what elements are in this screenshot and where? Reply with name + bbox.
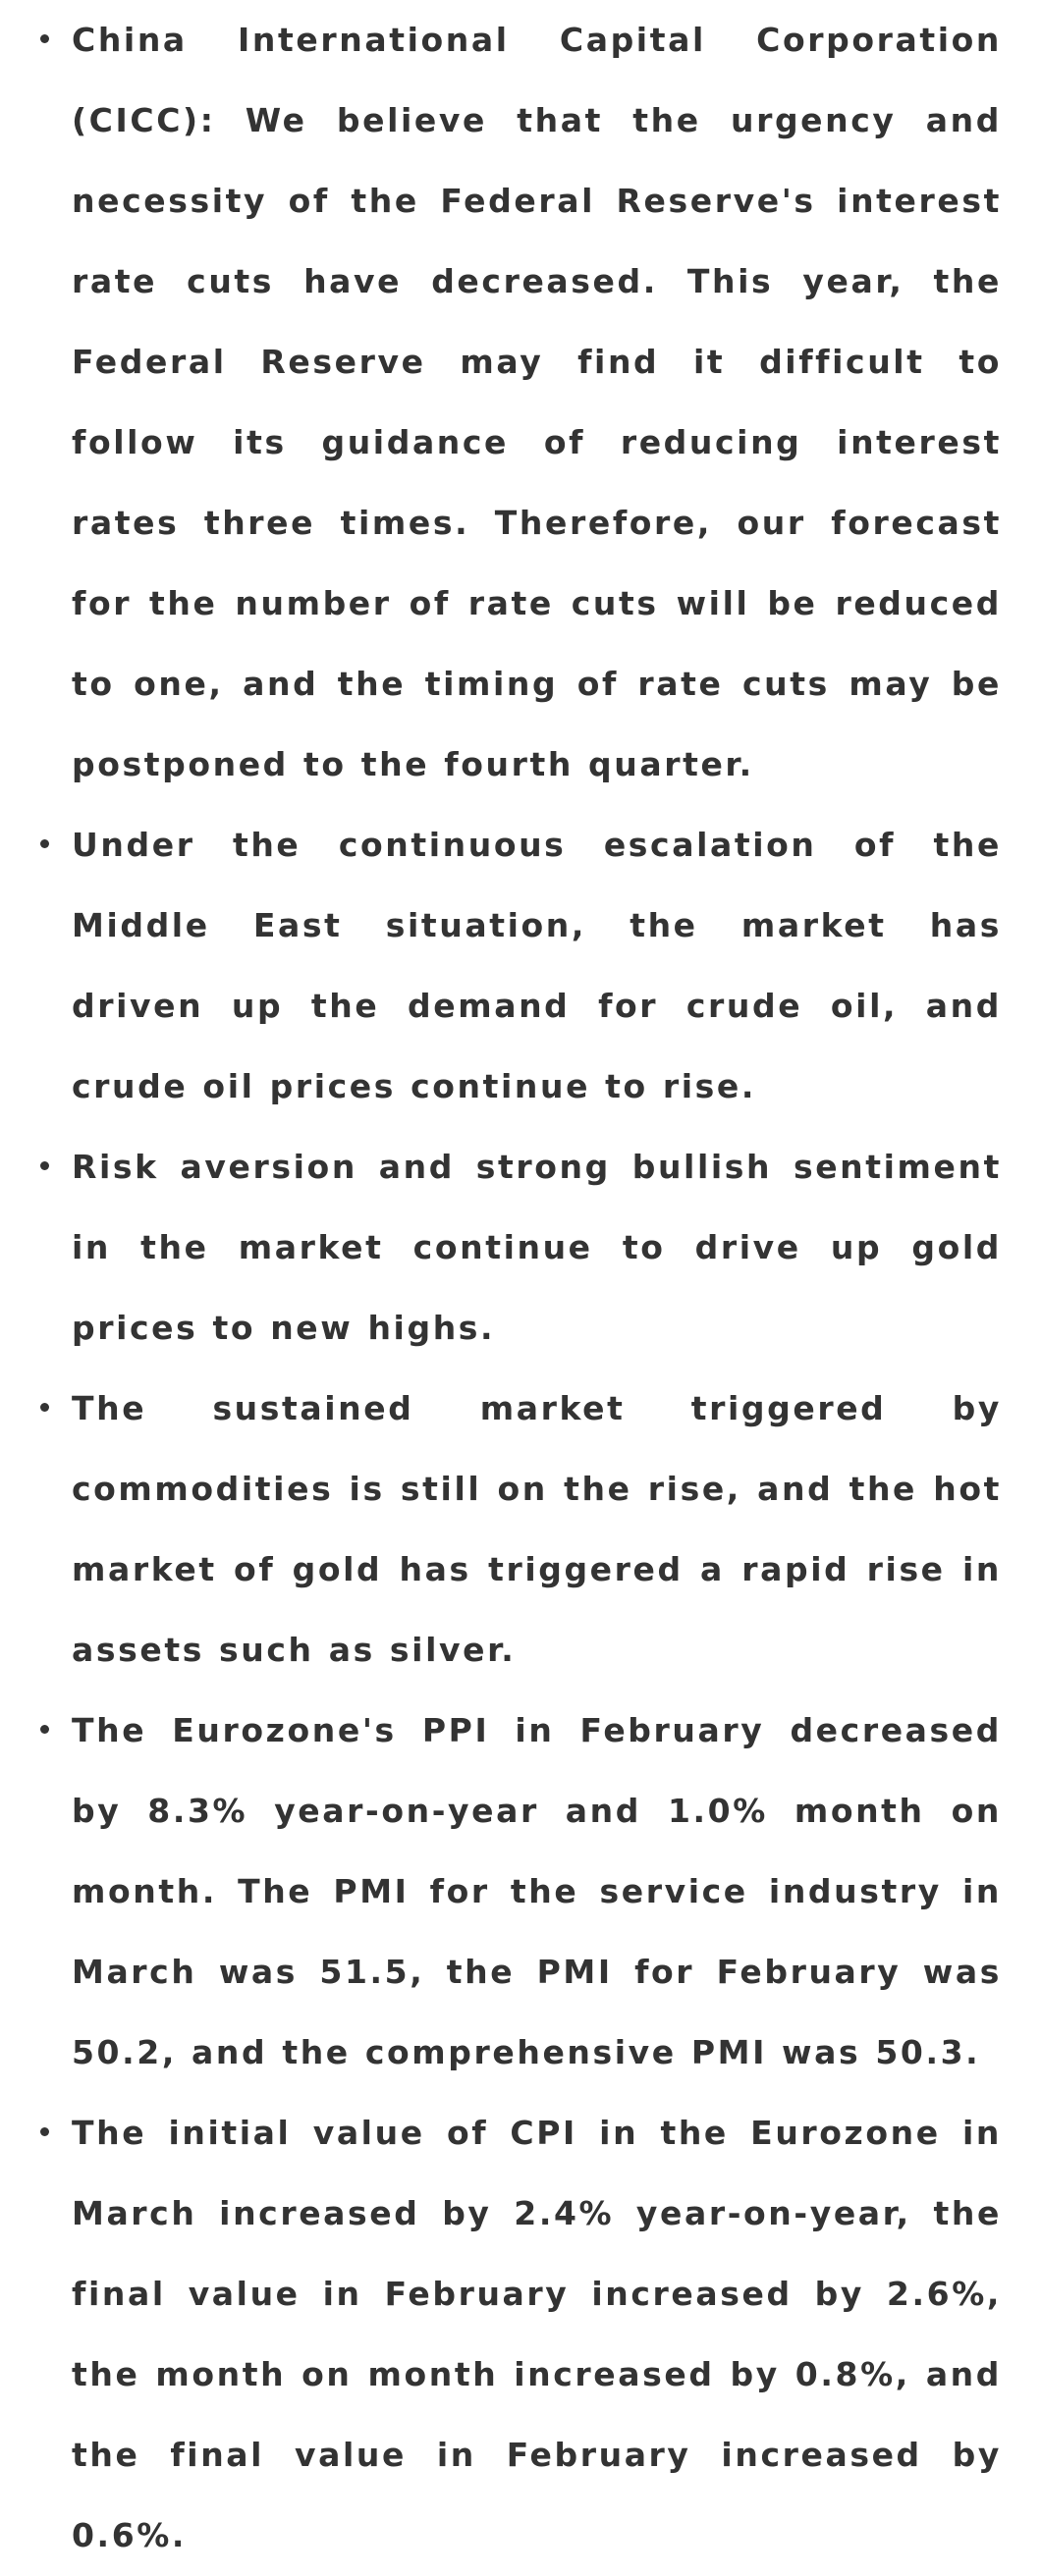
bullet-dot-icon [40, 1403, 49, 1412]
bullet-dot-icon [40, 1725, 49, 1734]
news-bullet-list [35, 0, 1002, 2576]
bullet-item-silver [35, 1368, 1002, 1690]
bullet-dot-icon [40, 839, 49, 848]
bullet-text: China International Capital Corporation (CICC): We believe that the urgency and necessity of the Federal Reserve's interest rate cuts have decreased. This year, the Federal Reserve may find it difficult to follow its guidance of reducing interest rates three times. Therefore, our forecast for the number of rate cuts will be reduced to one, and the timing of rate cuts may be postponed to the fourth quarter. [72, 21, 1002, 783]
bullet-dot-icon [40, 2127, 49, 2136]
bullet-item-crude-oil [35, 805, 1002, 1127]
bullet-text: The Eurozone's PPI in February decreased by 8.3% year-on-year and 1.0% month on month. The PMI for the service industry in March was 51.5, the PMI for February was 50.2, and the comprehensive PMI was 50.3. [72, 1711, 1002, 2071]
bullet-item-eurozone-cpi [35, 2093, 1002, 2576]
bullet-text: Risk aversion and strong bullish sentiment in the market continue to drive up gold prices to new highs. [72, 1148, 1002, 1347]
bullet-text: The sustained market triggered by commodities is still on the rise, and the hot market of gold has triggered a rapid rise in assets such as silver. [72, 1389, 1002, 1669]
bullet-item-eurozone-ppi [35, 1690, 1002, 2093]
bullet-text: Under the continuous escalation of the Middle East situation, the market has driven up the demand for crude oil, and crude oil prices continue to rise. [72, 826, 1002, 1105]
bullet-dot-icon [40, 34, 49, 43]
bullet-item-cicc-fed [35, 0, 1002, 805]
bullet-text: The initial value of CPI in the Eurozone in March increased by 2.4% year-on-year, the final value in February increased by 2.6%, the month on month increased by 0.8%, and the final value in February increased by 0.6%. [72, 2114, 1002, 2554]
bullet-dot-icon [40, 1161, 49, 1170]
bullet-item-gold [35, 1127, 1002, 1368]
